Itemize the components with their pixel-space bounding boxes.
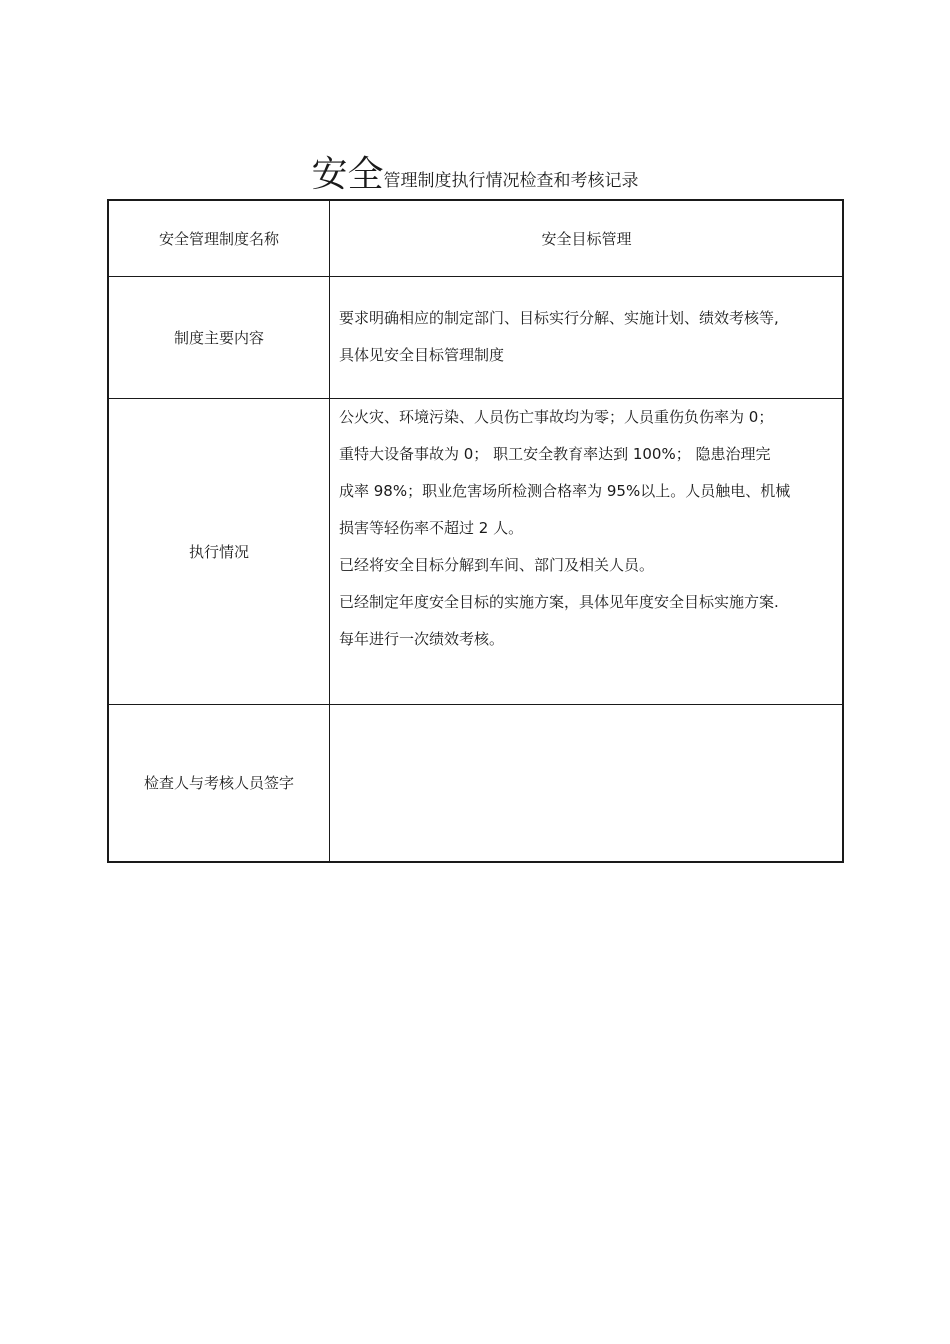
content-line: 已经制定年度安全目标的实施方案，具体见年度安全目标实施方案. bbox=[339, 592, 779, 611]
table-row bbox=[108, 276, 843, 398]
table-row bbox=[108, 398, 843, 704]
row-label-main-content: 制度主要内容 bbox=[108, 276, 330, 398]
title-rest: 管理制度执行情况检查和考核记录 bbox=[383, 171, 639, 191]
table-row bbox=[108, 200, 843, 276]
title-prefix: 安全 bbox=[311, 154, 384, 195]
document-title bbox=[0, 152, 950, 198]
content-line: 已经将安全目标分解到车间、部门及相关人员。 bbox=[339, 555, 655, 574]
row-label-execution: 执行情况 bbox=[108, 398, 330, 704]
content-line: 损害等轻伤率不超过 2 人。 bbox=[339, 518, 524, 537]
content-line: 成率 98%；职业危害场所检测合格率为 95%以上。人员触电、机械 bbox=[339, 481, 791, 500]
row-value-main-content bbox=[330, 276, 844, 398]
row-label-signature: 检查人与考核人员签字 bbox=[108, 704, 330, 862]
table-row bbox=[108, 704, 843, 862]
record-table bbox=[107, 199, 844, 863]
content-line: 公火灾、环境污染、人员伤亡事故均为零；人员重伤负伤率为 0； bbox=[339, 407, 774, 426]
content-line: 具体见安全目标管理制度 bbox=[339, 346, 505, 364]
row-value-execution bbox=[330, 398, 844, 704]
content-line: 重特大设备事故为 0； 职工安全教育率达到 100%； 隐患治理完 bbox=[339, 444, 771, 463]
signature-field[interactable] bbox=[330, 704, 844, 862]
row-value-system-name: 安全目标管理 bbox=[330, 200, 844, 276]
content-line: 每年进行一次绩效考核。 bbox=[339, 629, 505, 648]
content-line: 要求明确相应的制定部门、目标实行分解、实施计划、绩效考核等, bbox=[339, 309, 779, 327]
row-label-system-name: 安全管理制度名称 bbox=[108, 200, 330, 276]
